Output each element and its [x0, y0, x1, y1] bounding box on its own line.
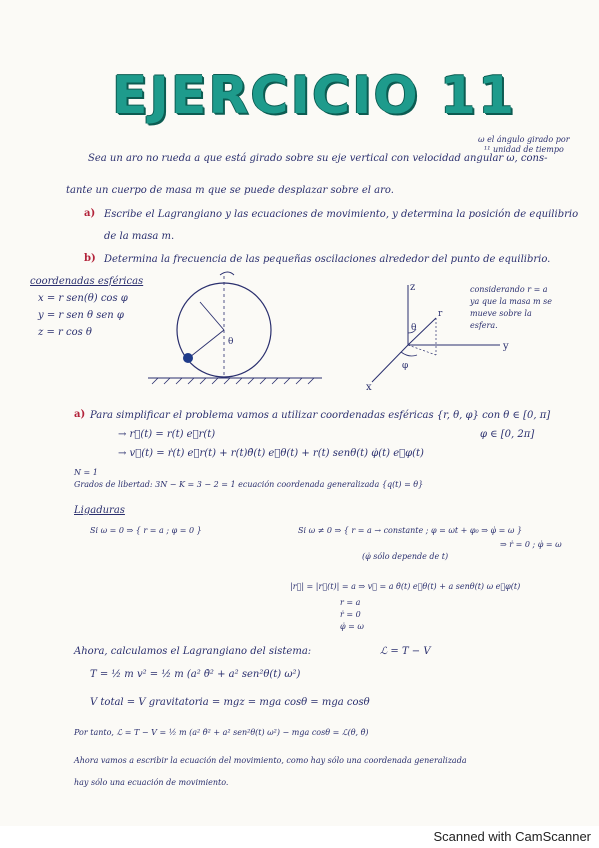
angle-phi-label: φ	[402, 361, 409, 371]
vector-r-label: r	[438, 309, 443, 319]
side-note-line: ya que la masa m se	[470, 297, 552, 306]
ligadura-line: ṙ = 0	[340, 610, 361, 619]
ligadura-line: (φ̇ sólo depende de t)	[362, 552, 449, 561]
part-a-line: Escribe el Lagrangiano y las ecuaciones de movimiento, y determina la posición de equilibrio	[104, 209, 579, 220]
axis-y-label: y	[503, 341, 509, 352]
lagrangian-line: Por tanto, ℒ = T − V = ½ m (a² θ̇² + a² sen²θ(t) ω²) − mga cosθ = ℒ(θ, θ̇)	[74, 728, 369, 737]
answer-a-line: Para simplificar el problema vamos a utilizar coordenadas esféricas {r, θ, φ} con θ ∈ [0, π]	[90, 410, 551, 421]
coord-x: x = r sen(θ) cos φ	[38, 293, 128, 304]
part-a-label: a)	[84, 208, 96, 219]
lagrangian-line: hay sólo una ecuación de movimiento.	[74, 778, 229, 787]
part-b-line: Determina la frecuencia de las pequeñas oscilaciones alrededor del punto de equilibrio.	[104, 254, 551, 265]
lagrangian-line: ℒ = T − V	[380, 646, 431, 657]
side-note-line: esfera.	[470, 321, 498, 330]
ligadura-line: r = a	[340, 598, 361, 607]
part-a-line: de la masa m.	[104, 231, 175, 242]
lagrangian-line: T = ½ m v² = ½ m (a² θ̇² + a² sen²θ(t) ω²)	[90, 669, 301, 680]
part-b-label: b)	[84, 253, 96, 264]
scanner-watermark: Scanned with CamScanner	[433, 829, 591, 844]
margin-note-line: ¹¹ unidad de tiempo	[484, 145, 564, 154]
side-note-line: mueve sobre la	[470, 309, 532, 318]
axis-x-label: x	[366, 382, 372, 393]
lagrangian-line: V total = V gravitatoria = mgz = mga cosθ = mga cosθ	[90, 697, 370, 708]
ligaduras-title: Ligaduras	[74, 505, 125, 516]
statement-line: tante un cuerpo de masa m que se puede desplazar sobre el aro.	[66, 185, 394, 196]
hoop-diagram	[0, 0, 599, 420]
margin-note-line: ω el ángulo girado por	[478, 135, 570, 144]
lagrangian-line: Ahora vamos a escribir la ecuación del movimiento, como hay sólo una coordenada generalizada	[74, 756, 467, 765]
coords-title: coordenadas esféricas	[30, 276, 144, 287]
statement-line: Sea un aro no rueda a que está girado sobre su eje vertical con velocidad angular ω, cons-	[88, 153, 548, 164]
ligadura-line: φ̇ = ω	[340, 622, 364, 631]
coord-y: y = r sen θ sen φ	[38, 310, 124, 321]
answer-a-line: → v⃗(t) = ṙ(t) e⃗r(t) + r(t)θ̇(t) e⃗θ(t) + r(t) senθ(t) φ̇(t) e⃗φ(t)	[118, 448, 424, 459]
scanner-watermark-bar	[0, 826, 599, 848]
side-note-line: considerando r = a	[470, 285, 548, 294]
ligadura-line: Si ω = 0 ⇒ { r = a ; φ = 0 }	[90, 526, 202, 535]
ligadura-line: Si ω ≠ 0 ⇒ { r = a → constante ; φ = ωt + φ₀ ⇒ φ̇ = ω }	[298, 526, 523, 535]
hoop-theta-label: θ	[228, 337, 234, 347]
answer-a-line: N = 1	[74, 468, 98, 477]
page-title: EJERCICIO 11	[112, 66, 517, 126]
axis-z-label: z	[410, 282, 416, 293]
answer-a-line: Grados de libertad: 3N − K = 3 − 2 = 1 ecuación coordenada generalizada {q(t) = θ}	[74, 480, 424, 489]
angle-theta-label: θ	[411, 323, 417, 333]
answer-a-label: a)	[74, 409, 86, 420]
ligadura-line: ⇒ ṙ = 0 ; φ̇ = ω	[500, 540, 562, 549]
ligadura-line: |r⃗| = |r⃗(t)| = a ⇒ v⃗ = a θ̇(t) e⃗θ(t) + a senθ(t) ω e⃗φ(t)	[290, 582, 521, 591]
answer-a-line: → r⃗(t) = r(t) e⃗r(t)	[118, 429, 216, 440]
coord-z: z = r cos θ	[38, 327, 92, 338]
lagrangian-line: Ahora, calculamos el Lagrangiano del sistema:	[74, 646, 312, 657]
answer-a-line: φ ∈ [0, 2π]	[480, 429, 535, 440]
